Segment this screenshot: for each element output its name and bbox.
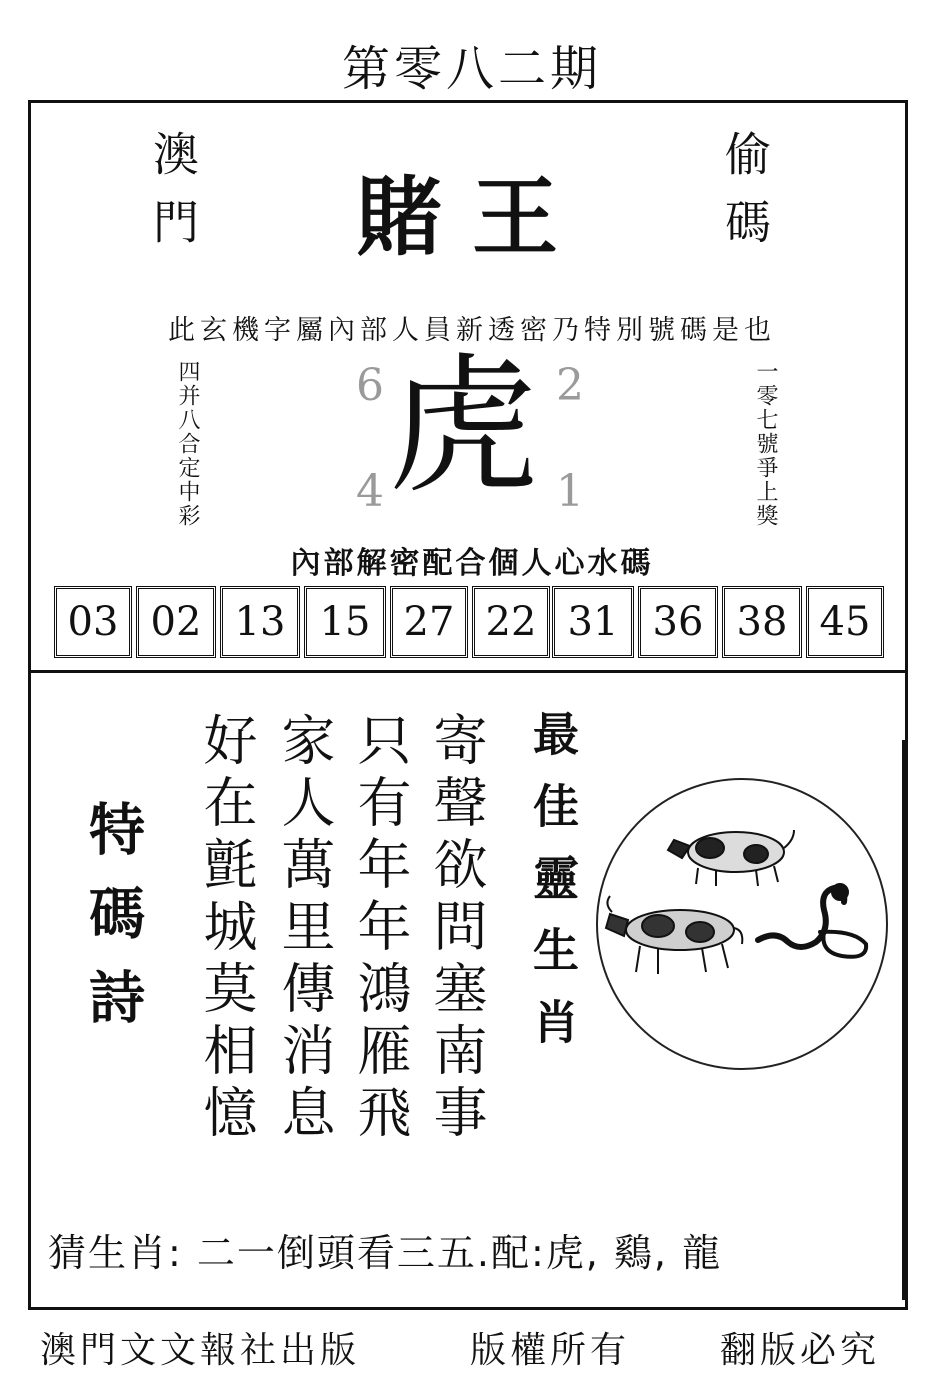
side-note-left: 四并八合定中彩 [175, 360, 200, 528]
right-edge-bar [902, 740, 905, 1300]
footer-warning: 翻版必究 [720, 1330, 881, 1371]
poem-line-3: 家人萬里傳消息 [273, 712, 336, 1146]
zodiac-illustration [596, 778, 888, 1070]
digit-top-left: 6 [356, 360, 384, 411]
page-title: 賭王 [356, 168, 588, 268]
number-box: 22 [472, 586, 550, 658]
digit-bottom-left: 4 [356, 466, 384, 517]
number-box: 02 [136, 586, 216, 658]
snake-icon [758, 886, 866, 957]
side-note-right: 一零七號爭上獎 [753, 360, 778, 528]
section-divider [28, 670, 908, 673]
intro-text: 此玄機字屬內部人員新透密乃特別號碼是也 [168, 315, 776, 346]
poem-line-2: 只有年年鴻雁飛 [349, 712, 412, 1146]
corner-label-right: 偷碼 [718, 130, 772, 266]
poem-line-4: 好在氈城莫相憶 [195, 712, 258, 1146]
digit-top-right: 2 [556, 360, 584, 411]
number-box: 03 [54, 586, 132, 658]
number-box: 45 [806, 586, 884, 658]
digit-bottom-right: 1 [556, 466, 584, 517]
issue-title: 第零八二期 [341, 41, 602, 97]
number-box: 27 [390, 586, 468, 658]
footer-rights: 版權所有 [470, 1330, 631, 1371]
number-box: 38 [722, 586, 802, 658]
poem-line-1: 寄聲欲問塞南事 [425, 712, 488, 1146]
number-box: 31 [552, 586, 634, 658]
poem-heading: 特碼詩 [80, 800, 145, 1052]
guess-zodiac-line: 猜生肖: 二一倒頭看三五.配:虎, 鷄, 龍 [48, 1231, 723, 1275]
number-box: 15 [304, 586, 386, 658]
buffalo-icon [606, 896, 742, 974]
footer-publisher: 澳門文文報社出版 [40, 1330, 361, 1371]
number-box: 36 [638, 586, 718, 658]
best-zodiac-label: 最佳靈生肖 [526, 710, 580, 1070]
center-character: 虎 [388, 340, 539, 514]
corner-label-left: 澳門 [146, 130, 200, 266]
ox-icon [668, 830, 794, 886]
number-box: 13 [220, 586, 300, 658]
decode-caption: 內部解密配合個人心水碼 [290, 546, 654, 581]
